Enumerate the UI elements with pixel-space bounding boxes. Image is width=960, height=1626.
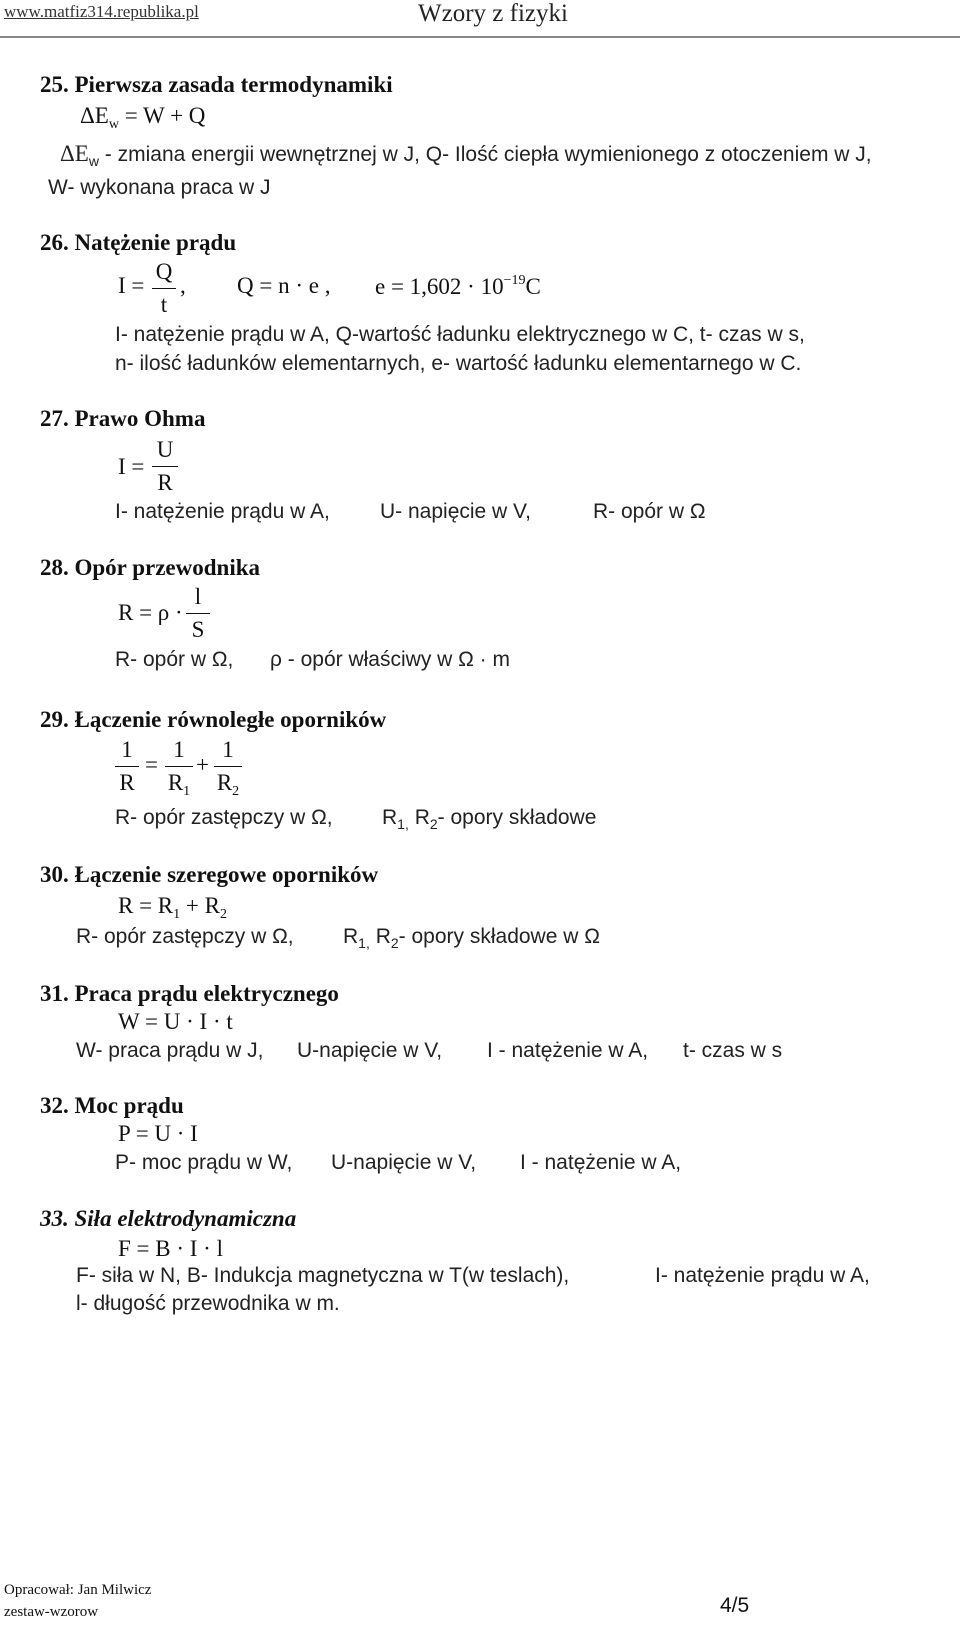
formula-26-lhs: I =	[118, 273, 145, 298]
description-32-power: P- moc prądu w W,	[115, 1151, 293, 1174]
description-27-current: I- natężenie prądu w A,	[115, 500, 330, 523]
description-33-current: I- natężenie prądu w A,	[655, 1264, 870, 1287]
heading-25: 25. Pierwsza zasada termodynamiki	[40, 72, 393, 97]
heading-28: 28. Opór przewodnika	[40, 555, 261, 580]
fraction-1-over-r2: 1 $R_2$	[214, 736, 242, 806]
description-31-voltage: U-napięcie w V,	[297, 1039, 443, 1062]
description-33-line2: l- długość przewodnika w m.	[76, 1292, 340, 1315]
formula-25: $\Delta E_w = W + Q$	[80, 103, 206, 132]
description-28-resistance: R- opór w Ω,	[115, 648, 234, 671]
description-28-resistivity: ρ - opór właściwy w Ω · m	[270, 648, 511, 671]
description-26-line2: n- ilość ładunków elementarnych, e- wartość ładunku elementarnego w C.	[115, 352, 802, 375]
description-32-current: I - natężenie w A,	[520, 1151, 682, 1174]
heading-33: 33. Siła elektrodynamiczna	[40, 1206, 297, 1231]
heading-27: 27. Prawo Ohma	[40, 406, 206, 431]
description-30-equivalent: R- opór zastępczy w Ω,	[76, 925, 294, 948]
heading-29: 29. Łączenie równoległe oporników	[40, 707, 387, 732]
fraction-u-over-r: U R	[152, 436, 178, 497]
page-number: 4/5	[720, 1594, 750, 1617]
description-30-components: $R_{1,}$ $R_2-$ opory składowe w Ω	[343, 925, 600, 951]
header-divider	[0, 36, 960, 38]
fraction-1-over-r: 1 R	[115, 736, 139, 797]
formula-26-charge: Q = n · e ,	[237, 273, 331, 298]
formula-26-comma: ,	[180, 273, 186, 298]
formula-27-lhs: I =	[118, 454, 145, 479]
description-31-current: I - natężenie w A,	[487, 1039, 649, 1062]
formula-33: F = B · I · l	[118, 1236, 223, 1261]
equals-sign: =	[145, 752, 158, 777]
description-26-line1: I- natężenie prądu w A, Q-wartość ładunku elektrycznego w C, t- czas w s,	[115, 323, 805, 346]
description-31-work: W- praca prądu w J,	[76, 1039, 264, 1062]
page-title: Wzory z fizyki	[418, 0, 568, 27]
description-25-line1: $\Delta E_w$ - zmiana energii wewnętrznej w J, Q- Ilość ciepła wymienionego z otoczeniem w J,	[60, 141, 872, 169]
description-27-resistance: R- opór w Ω	[593, 500, 706, 523]
description-27-voltage: U- napięcie w V,	[380, 500, 531, 523]
heading-32: 32. Moc prądu	[40, 1093, 184, 1118]
formula-28-lhs: R = ρ ·	[118, 600, 183, 625]
heading-26: 26. Natężenie prądu	[40, 230, 237, 255]
formula-30: $R = R_1 + R_2$	[118, 893, 227, 922]
formula-32: P = U · I	[118, 1121, 198, 1146]
footer-filename: zestaw-wzorow	[4, 1604, 99, 1620]
description-29-equivalent: R- opór zastępczy w Ω,	[115, 806, 333, 829]
fraction-1-over-r1: 1 $R_1$	[165, 736, 193, 806]
site-url[interactable]: www.matfiz314.republika.pl	[4, 2, 199, 21]
heading-30: 30. Łączenie szeregowe oporników	[40, 862, 379, 887]
description-33-line1: F- siła w N, B- Indukcja magnetyczna w T(w teslach),	[76, 1264, 570, 1287]
heading-31: 31. Praca prądu elektrycznego	[40, 981, 339, 1006]
footer-author: Opracował: Jan Milwicz	[4, 1582, 152, 1598]
formula-31: W = U · I · t	[118, 1009, 233, 1034]
description-31-time: t- czas w s	[683, 1039, 783, 1062]
fraction-l-over-s: l S	[186, 583, 210, 644]
description-25-line2: W- wykonana praca w J	[48, 176, 271, 199]
formula-26-elementary-charge: $e = 1,602 \cdot 10^{-19}C$	[375, 273, 541, 299]
fraction-q-over-t: Q t	[152, 258, 176, 319]
plus-sign: +	[196, 752, 209, 777]
description-32-voltage: U-napięcie w V,	[331, 1151, 477, 1174]
description-29-components: $R_{1,}$ $R_2-$ opory składowe	[382, 806, 597, 832]
